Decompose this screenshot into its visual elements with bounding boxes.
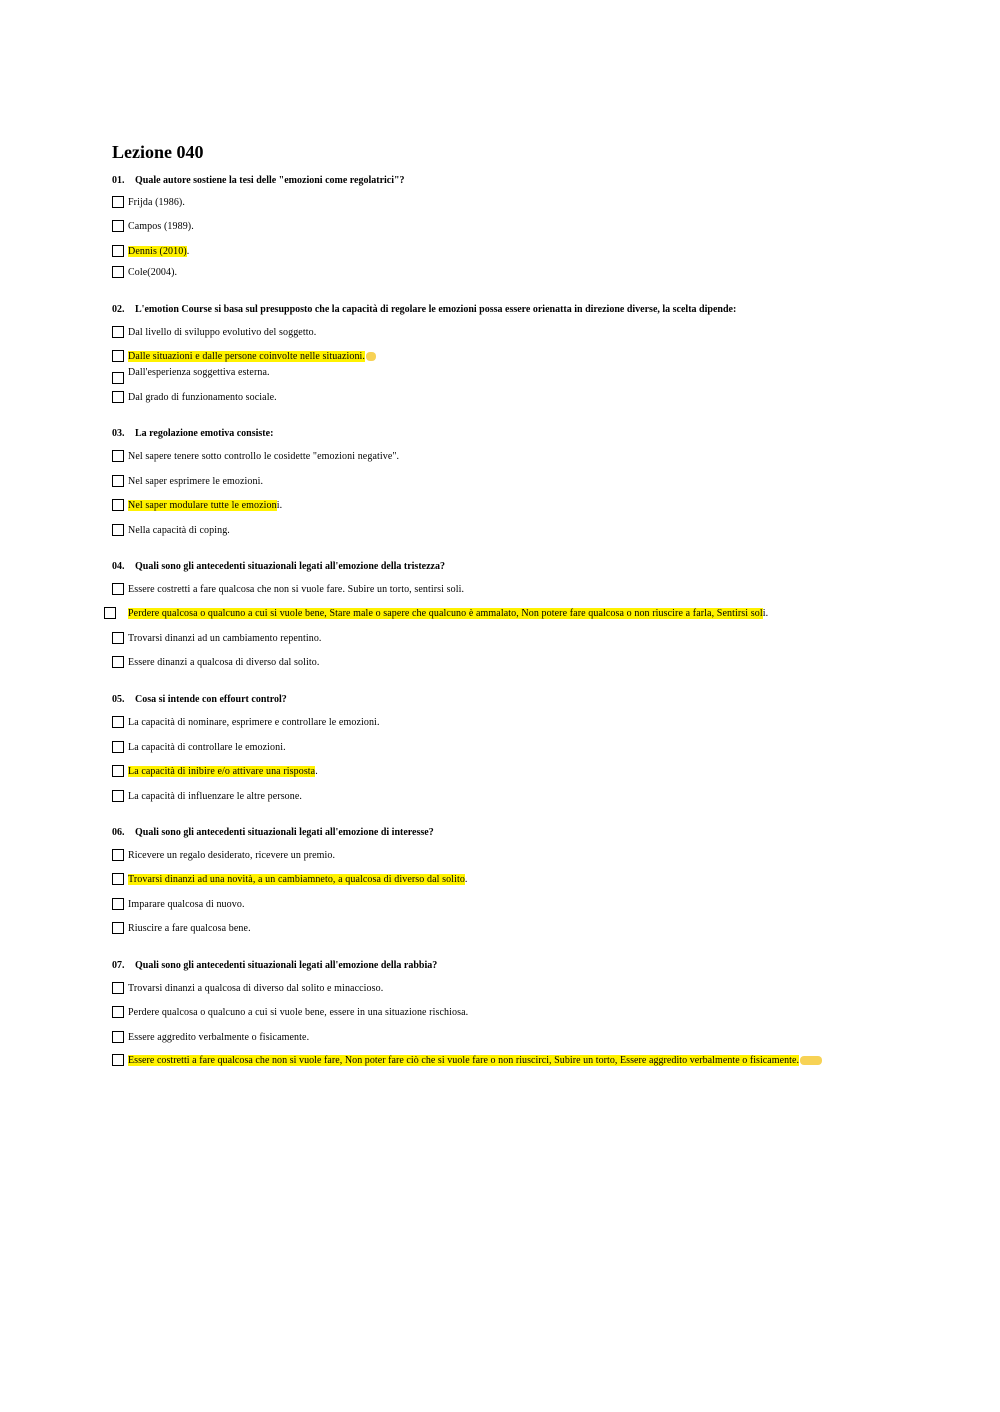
checkbox[interactable] [112, 1054, 124, 1066]
question-text: Quale autore sostiene la tesi delle "emozioni come regolatrici"? [135, 175, 405, 186]
checkbox[interactable] [112, 873, 124, 885]
checkbox[interactable] [112, 849, 124, 861]
checkbox[interactable] [112, 220, 124, 232]
option-text: La capacità di nominare, esprimere e controllare le emozioni. [128, 717, 380, 728]
option-text: Frijda (1986). [128, 197, 185, 208]
question-number: 03. [112, 428, 125, 439]
checkbox[interactable] [112, 741, 124, 753]
highlight-mark [800, 1056, 822, 1065]
checkbox[interactable] [112, 898, 124, 910]
option-text: Trovarsi dinanzi ad un cambiamento repentino. [128, 633, 322, 644]
checkbox[interactable] [112, 450, 124, 462]
option-text: Dal livello di sviluppo evolutivo del soggetto. [128, 327, 317, 338]
page-title: Lezione 040 [112, 142, 204, 162]
option-text: Essere costretti a fare qualcosa che non si vuole fare, Non poter fare ciò che si vuole fare o non riuscirci, Subire un torto, Essere aggredito verbalmente o fisicamente. [128, 1054, 822, 1067]
checkbox[interactable] [112, 524, 124, 536]
highlight-mark [366, 352, 376, 361]
checkbox[interactable] [112, 266, 124, 278]
option-text: Nel sapere tenere sotto controllo le cosidette "emozioni negative". [128, 451, 400, 462]
question-06 [112, 827, 434, 839]
question-04 [112, 561, 445, 573]
option-text: Riuscire a fare qualcosa bene. [128, 923, 251, 934]
question-text: La regolazione emotiva consiste: [135, 428, 274, 439]
option-text: Cole(2004). [128, 267, 178, 278]
option-text: La capacità di inibire e/o attivare una risposta. [128, 766, 318, 777]
option-text: Essere costretti a fare qualcosa che non si vuole fare. Subire un torto, sentirsi soli. [128, 584, 465, 595]
question-number: 05. [112, 694, 125, 705]
question-text: L'emotion Course si basa sul presupposto che la capacità di regolare le emozioni possa essere orienatta in direzione diverse, la scelta dipende: [135, 304, 737, 315]
checkbox[interactable] [112, 326, 124, 338]
option-text: Dennis (2010). [128, 246, 190, 257]
checkbox[interactable] [112, 790, 124, 802]
question-text: Quali sono gli antecedenti situazionali legati all'emozione della tristezza? [135, 561, 445, 572]
question-05 [112, 694, 287, 706]
option-text: Campos (1989). [128, 221, 194, 232]
checkbox[interactable] [112, 372, 124, 384]
option-text: Dall'esperienza soggettiva esterna. [128, 367, 270, 378]
option-text: Ricevere un regalo desiderato, ricevere un premio. [128, 850, 336, 861]
checkbox[interactable] [112, 632, 124, 644]
option-text: Dalle situazioni e dalle persone coinvolte nelle situazioni. [128, 350, 376, 363]
checkbox[interactable] [112, 499, 124, 511]
question-text: Quali sono gli antecedenti situazionali legati all'emozione della rabbia? [135, 960, 438, 971]
question-07 [112, 960, 437, 972]
option-text: Perdere qualcosa o qualcuno a cui si vuole bene, essere in una situazione rischiosa. [128, 1007, 469, 1018]
checkbox[interactable] [112, 245, 124, 257]
option-text: Nella capacità di coping. [128, 525, 230, 536]
checkbox[interactable] [104, 607, 116, 619]
option-text: La capacità di influenzare le altre persone. [128, 791, 303, 802]
question-03 [112, 428, 273, 440]
option-text: La capacità di controllare le emozioni. [128, 742, 286, 753]
checkbox[interactable] [112, 982, 124, 994]
checkbox[interactable] [112, 1031, 124, 1043]
checkbox[interactable] [112, 583, 124, 595]
checkbox[interactable] [112, 391, 124, 403]
checkbox[interactable] [112, 765, 124, 777]
option-text: Trovarsi dinanzi a qualcosa di diverso dal solito e minaccioso. [128, 983, 384, 994]
question-number: 07. [112, 960, 125, 971]
checkbox[interactable] [112, 656, 124, 668]
question-number: 01. [112, 175, 125, 186]
checkbox[interactable] [112, 196, 124, 208]
question-number: 04. [112, 561, 125, 572]
option-text: Imparare qualcosa di nuovo. [128, 899, 245, 910]
option-text: Nel saper esprimere le emozioni. [128, 476, 264, 487]
question-02 [112, 304, 736, 316]
option-text: Nel saper modulare tutte le emozioni. [128, 500, 283, 511]
question-number: 06. [112, 827, 125, 838]
checkbox[interactable] [112, 1006, 124, 1018]
option-text: Trovarsi dinanzi ad una novità, a un cambiamneto, a qualcosa di diverso dal solito. [128, 874, 468, 885]
question-01 [112, 175, 405, 187]
checkbox[interactable] [112, 475, 124, 487]
option-text: Perdere qualcosa o qualcuno a cui si vuole bene, Stare male o sapere che qualcuno è ammalato, Non potere fare qualcosa o non riuscire a farla, Sentirsi soli. [128, 608, 769, 619]
question-number: 02. [112, 304, 125, 315]
option-text: Dal grado di funzionamento sociale. [128, 392, 277, 403]
question-text: Quali sono gli antecedenti situazionali legati all'emozione di interesse? [135, 827, 434, 838]
checkbox[interactable] [112, 922, 124, 934]
checkbox[interactable] [112, 716, 124, 728]
question-text: Cosa si intende con effourt control? [135, 694, 287, 705]
checkbox[interactable] [112, 350, 124, 362]
option-text: Essere aggredito verbalmente o fisicamente. [128, 1032, 310, 1043]
option-text: Essere dinanzi a qualcosa di diverso dal solito. [128, 657, 320, 668]
